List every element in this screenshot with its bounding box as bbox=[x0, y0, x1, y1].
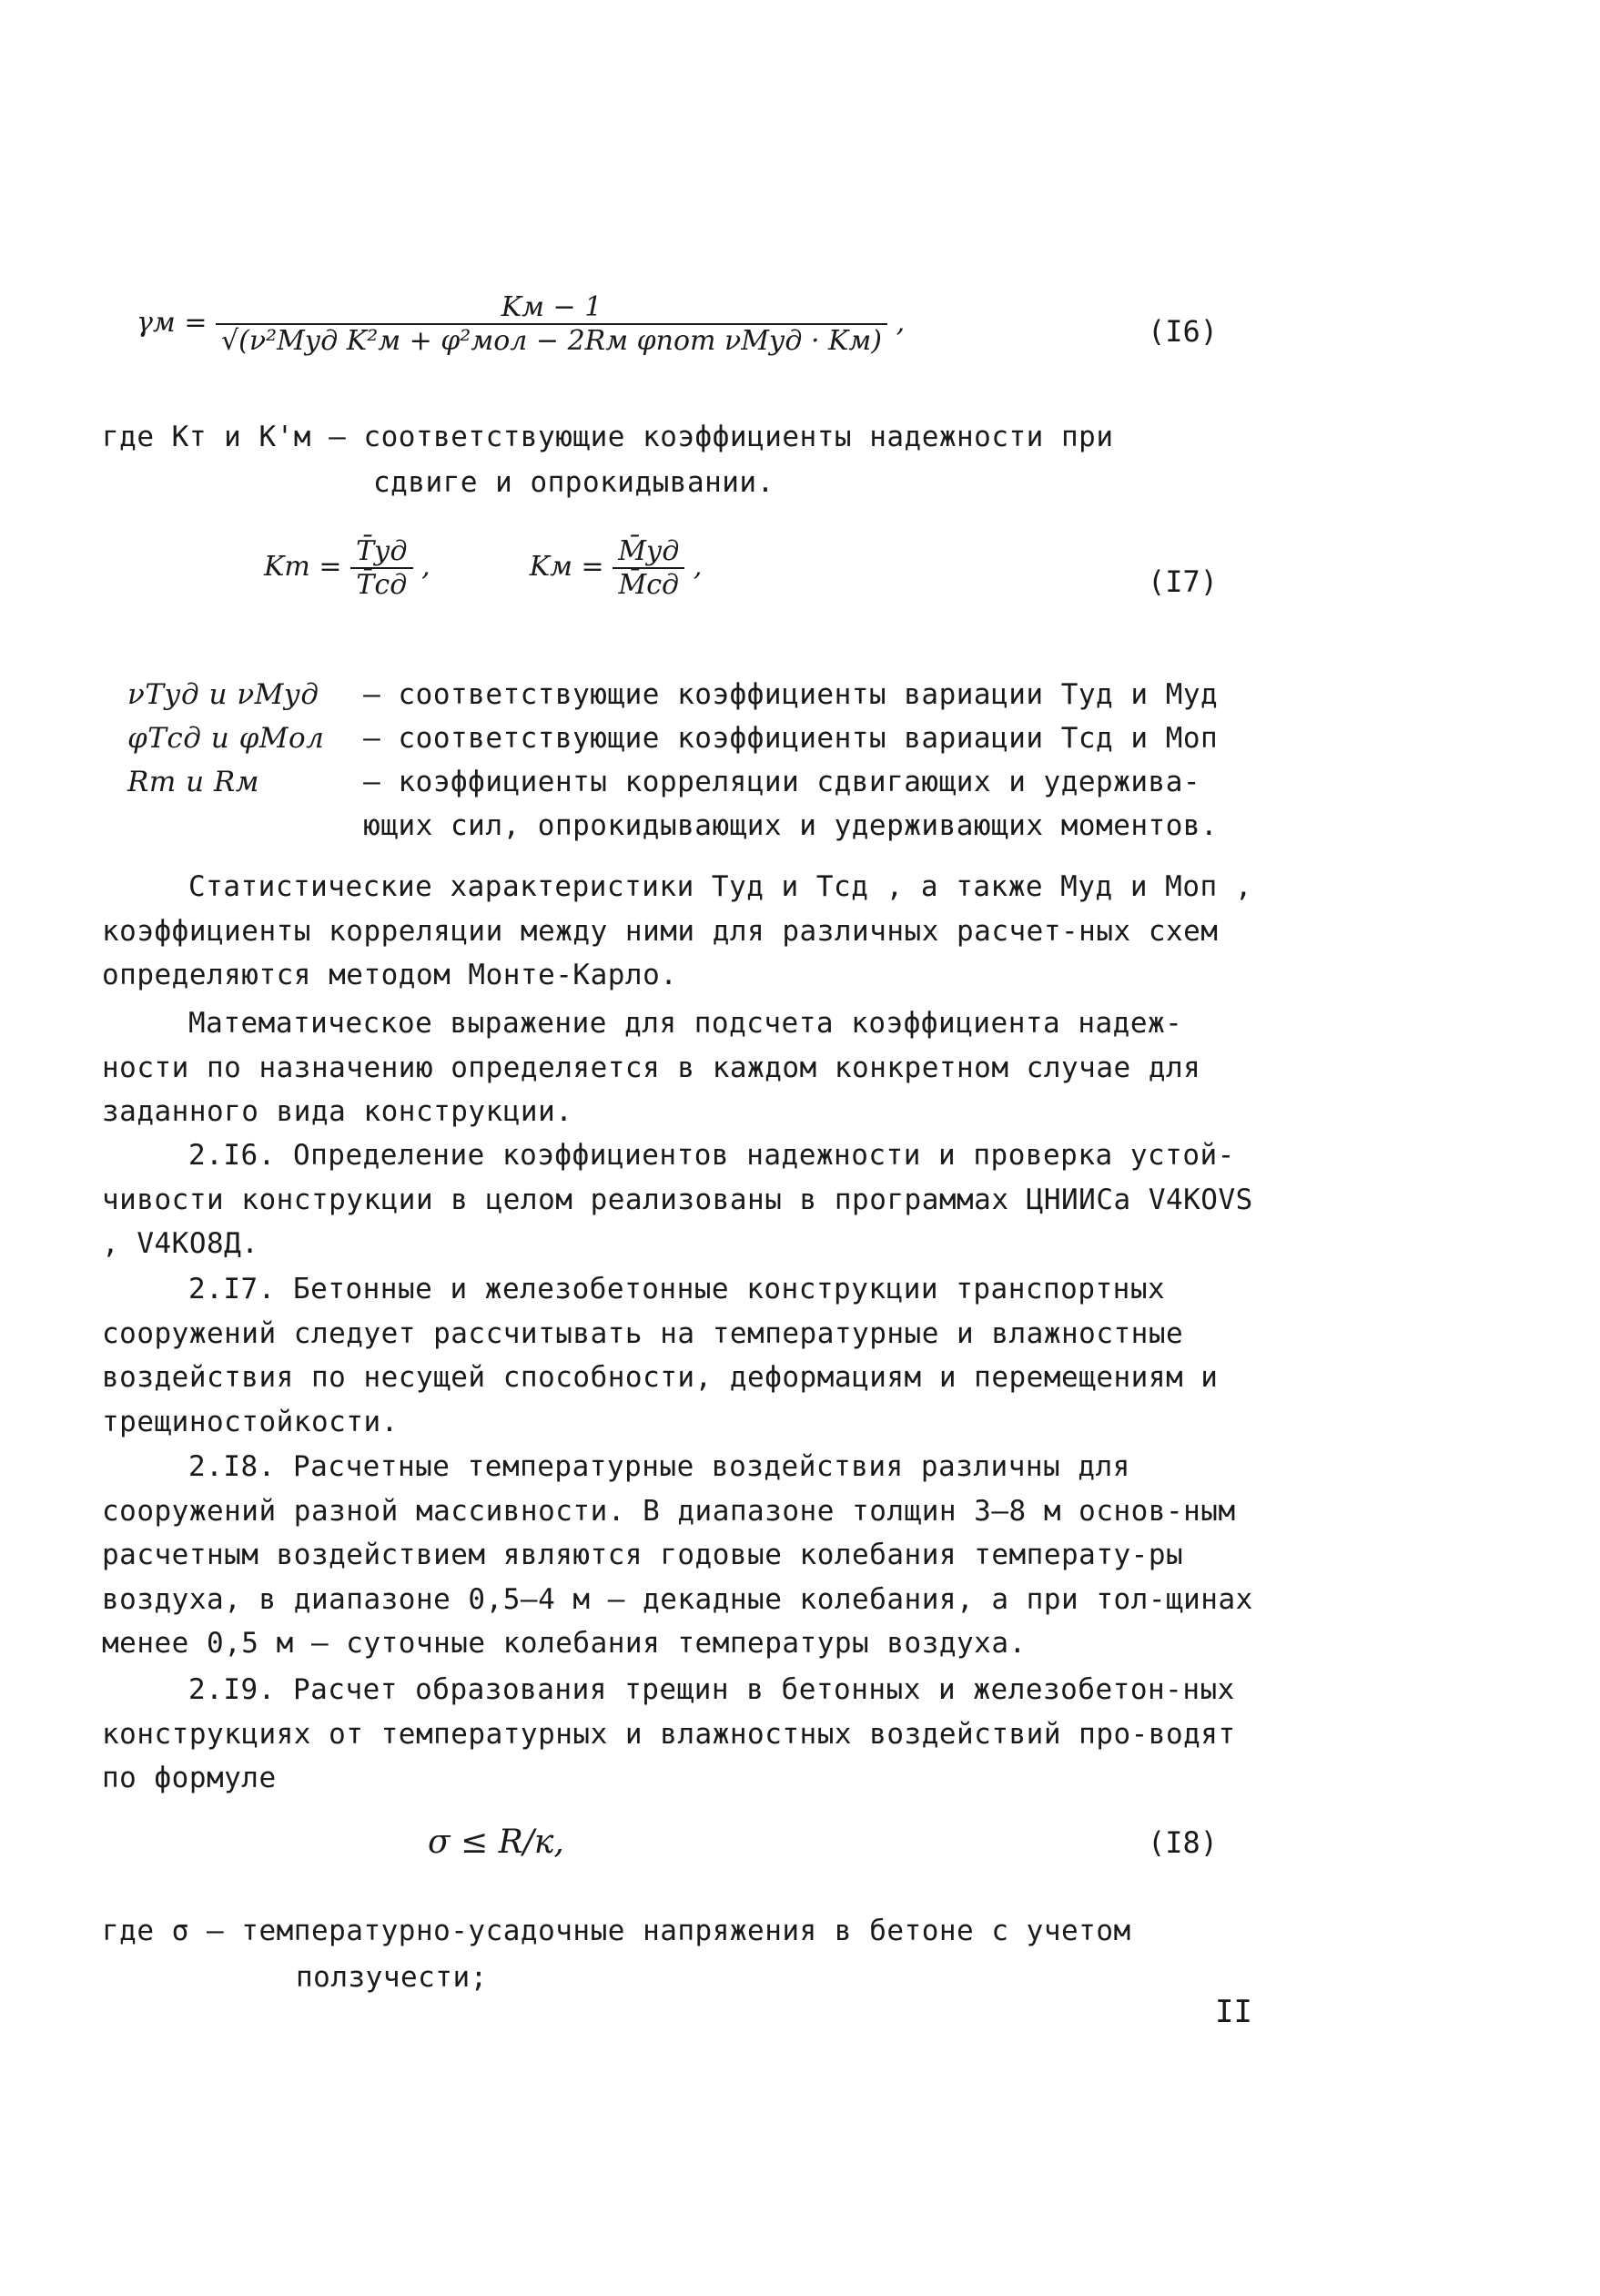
paragraph-statistics: Статистические характеристики Tуд и Tсд , а также Mуд и Mоп , коэффициенты корреляции между ними для различных расчет-ных схем определяются методом Монте-Карло. bbox=[102, 870, 1252, 991]
formula-17-kt-lhs: Kт = bbox=[264, 551, 342, 583]
equation-number-16: (I6) bbox=[1147, 314, 1218, 349]
formula-17-km-fraction bbox=[613, 535, 684, 601]
where-line-2: сдвиге и опрокидывании. bbox=[373, 466, 775, 499]
formula-16-lhs: γм = bbox=[137, 307, 208, 339]
definition-row bbox=[127, 805, 1218, 847]
definition-text: ющих сил, опрокидывающих и удерживающих моментов. bbox=[363, 809, 1219, 842]
paragraph-2-19: 2.I9. Расчет образования трещин в бетонных и железобетон-ных конструкциях от температурных и влажностных воздействий про-водят по формуле bbox=[102, 1673, 1236, 1794]
formula-17-kt-fraction bbox=[350, 535, 412, 601]
page-number: II bbox=[1215, 1994, 1252, 2030]
formula-17-km-num: M̄уд bbox=[613, 535, 684, 569]
formula-17-kt-den: T̄сд bbox=[356, 569, 408, 601]
formula-16-fraction bbox=[216, 291, 887, 357]
paragraph-2-16: 2.I6. Определение коэффициентов надежности и проверка устой-чивости конструкции в целом реализованы в программах ЦНИИСа V4KOVS , V4KO8Д. bbox=[102, 1139, 1253, 1260]
definition-symbol: νTуд и νMуд bbox=[127, 678, 319, 711]
definition-symbol: Rт и Rм bbox=[127, 766, 259, 798]
formula-16-denominator: √(ν²Mуд K²м + φ²мол − 2Rм φпот νMуд · Kм) bbox=[221, 325, 883, 357]
formula-16 bbox=[137, 291, 905, 357]
where-sigma-line-1: где σ – температурно-усадочные напряжения в бетоне с учетом bbox=[102, 1915, 1131, 1947]
formula-17-kt-num: T̄уд bbox=[350, 535, 412, 569]
formula-17: Kт = $\frac{T̄уд}{T̄сд}$ , Kм = $\frac{M̄уд}{M̄сд}$ , bbox=[264, 535, 703, 601]
definition-text: – соответствующие коэффициенты вариации Tуд и Mуд bbox=[363, 678, 1219, 711]
definition-row bbox=[127, 761, 1200, 803]
formula-18: σ ≤ R/к, bbox=[428, 1824, 564, 1861]
where-sigma-line-2: ползучести; bbox=[296, 1961, 488, 1994]
definition-text: – соответствующие коэффициенты вариации Tсд и Mоп bbox=[363, 722, 1219, 755]
formula-16-numerator: Kм − 1 bbox=[216, 291, 887, 325]
formula-17-km-lhs: Kм = bbox=[529, 551, 604, 583]
definition-row bbox=[127, 717, 1218, 759]
formula-16-tail: , bbox=[896, 307, 906, 339]
paragraph-2-18: 2.I8. Расчетные температурные воздействия различны для сооружений разной массивности. В диапазоне толщин 3–8 м основ-ным расчетным воздействием являются годовые колебания температу-ры воздуха, в диапазоне 0,5–4 м – декадные колебания, а при тол-щинах менее 0,5 м – суточные колебания температуры воздуха. bbox=[102, 1450, 1253, 1660]
formula-17-km-den: M̄сд bbox=[618, 569, 680, 601]
definition-symbol: φTсд и φMол bbox=[127, 722, 325, 755]
paragraph-2-17: 2.I7. Бетонные и железобетонные конструкции транспортных сооружений следует рассчитывать на температурные и влажностные воздействия по несущей способности, деформациям и перемещениям и трещиностойкости. bbox=[102, 1273, 1219, 1438]
definition-row bbox=[127, 674, 1218, 716]
equation-number-17: (I7) bbox=[1147, 564, 1218, 599]
equation-number-18: (I8) bbox=[1147, 1825, 1218, 1860]
where-line-1: где Kт и K'м – соответствующие коэффициенты надежности при bbox=[102, 421, 1114, 453]
paragraph-math-expression: Математическое выражение для подсчета коэффициента надеж-ности по назначению определяется в каждом конкретном случае для заданного вида конструкции. bbox=[102, 1007, 1201, 1128]
definition-text: – коэффициенты корреляции сдвигающих и удержива- bbox=[363, 766, 1201, 798]
